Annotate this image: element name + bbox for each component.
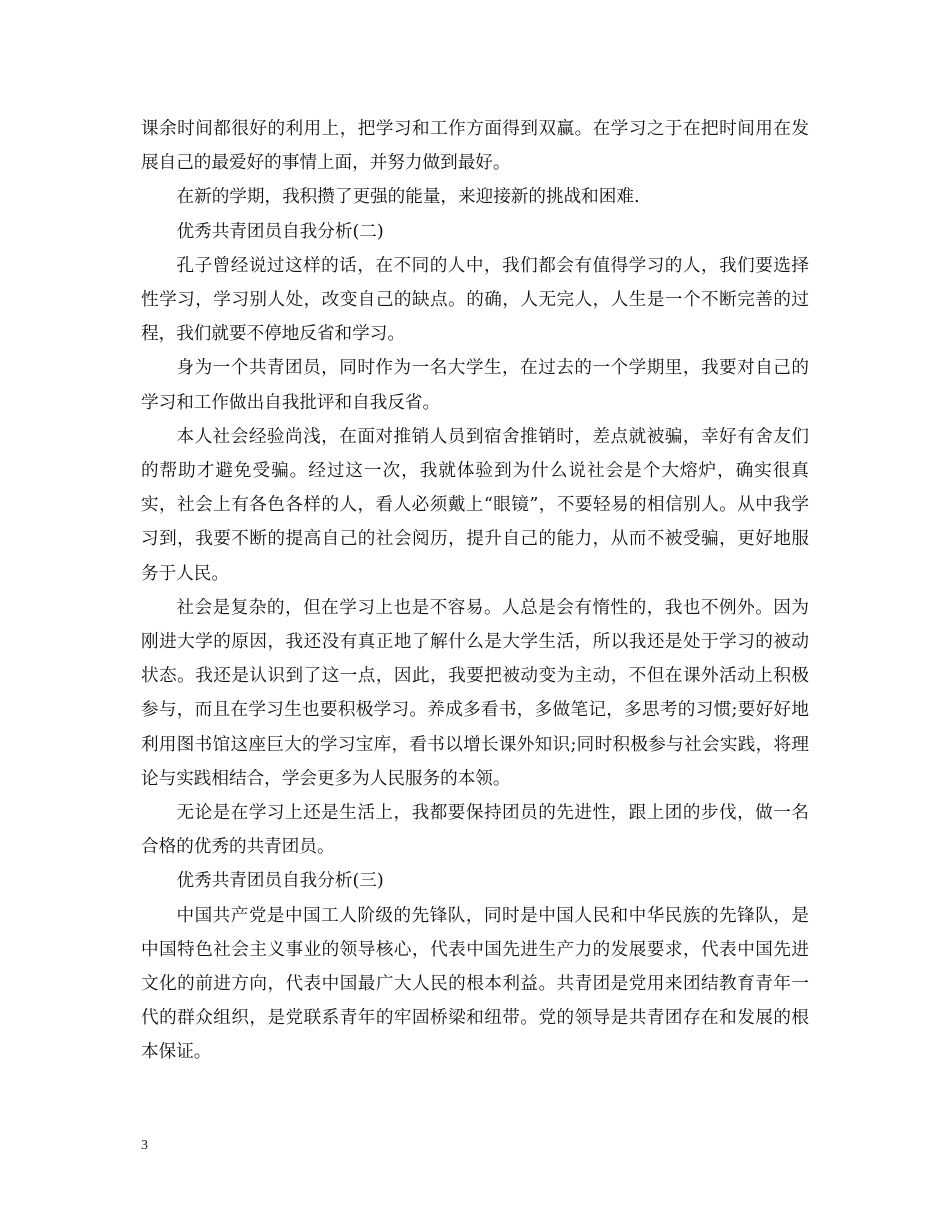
paragraph-self-reflection: 身为一个共青团员，同时作为一名大学生，在过去的一个学期里，我要对自己的学习和工作做出自我批评和自我反省。 xyxy=(141,358,809,413)
paragraph-social-experience: 本人社会经验尚浅，在面对推销人员到宿舍推销时，差点就被骗，幸好有舍友们的帮助才避免受骗。经过这一次，我就体验到为什么说社会是个大熔炉，确实很真实，社会上有各色各样的人，看人必须戴上“眼镜”，不要轻易的相信别人。从中我学习到，我要不断的提高自己的社会阅历，提升自己的能力，从而不被受骗，更好地服务于人民。 xyxy=(141,426,809,584)
paragraph-new-semester: 在新的学期，我积攒了更强的能量，来迎接新的挑战和困难. xyxy=(176,187,640,208)
document-body xyxy=(141,112,809,1070)
paragraph-continuation: 课余时间都很好的利用上，把学习和工作方面得到双赢。在学习之于在把时间用在发展自己的最爱好的事情上面，并努力做到最好。 xyxy=(141,119,809,174)
paragraph-study-attitude: 社会是复杂的，但在学习上也是不容易。人总是会有惰性的，我也不例外。因为刚进大学的原因，我还没有真正地了解什么是大学生活，所以我还是处于学习的被动状态。我还是认识到了这一点，因此，我要把被动变为主动，不但在课外活动上积极参与，而且在学习生也要积极学习。养成多看书，多做笔记，多思考的习惯;要好好地利用图书馆这座巨大的学习宝库，看书以增长课外知识;同时积极参与社会实践，将理论与实践相结合，学会更多为人民服务的本领。 xyxy=(141,597,809,789)
page-number: 3 xyxy=(141,1138,148,1153)
section-heading-part-three: 优秀共青团员自我分析(三) xyxy=(176,871,384,892)
paragraph-confucius: 孔子曾经说过这样的话，在不同的人中，我们都会有值得学习的人，我们要选择性学习，学习别人处，改变自己的缺点。的确，人无完人，人生是一个不断完善的过程，我们就要不停地反省和学习。 xyxy=(141,255,809,345)
paragraph-party-role: 中国共产党是中国工人阶级的先锋队，同时是中国人民和中华民族的先锋队，是中国特色社会主义事业的领导核心，代表中国先进生产力的发展要求，代表中国先进文化的前进方向，代表中国最广大人民的根本利益。共青团是党用来团结教育青年一代的群众组织，是党联系青年的牢固桥梁和纽带。党的领导是共青团存在和发展的根本保证。 xyxy=(141,905,809,1063)
paragraph-commitment: 无论是在学习上还是生活上，我都要保持团员的先进性，跟上团的步伐，做一名合格的优秀的共青团员。 xyxy=(141,803,809,858)
section-heading-part-two: 优秀共青团员自我分析(二) xyxy=(176,221,384,242)
